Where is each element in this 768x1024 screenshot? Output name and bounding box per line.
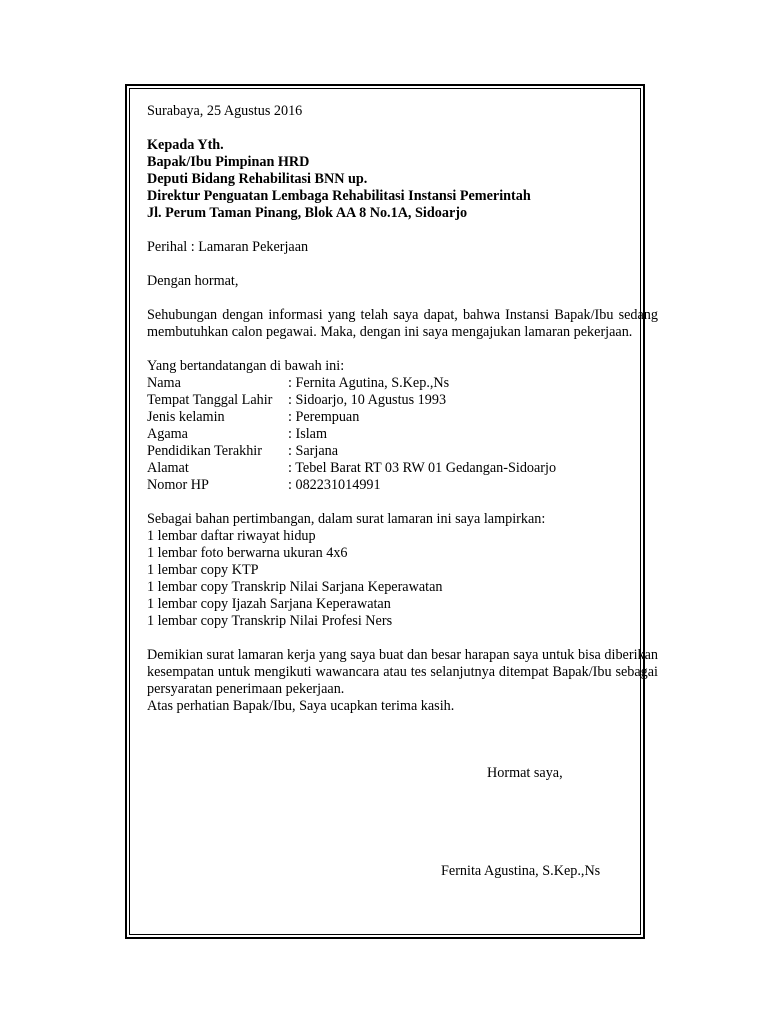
personal-data-value: : 082231014991 — [288, 477, 381, 493]
attachment-item: 1 lembar copy Ijazah Sarjana Keperawatan — [147, 596, 391, 612]
recipient-line: Kepada Yth. — [147, 137, 224, 153]
personal-data-value: : Islam — [288, 426, 328, 442]
recipient-line: Bapak/Ibu Pimpinan HRD — [147, 154, 310, 170]
personal-data-label: Nomor HP — [147, 477, 209, 493]
undersigned-intro: Yang bertandatangan di bawah ini: — [147, 358, 345, 374]
attachments-list — [147, 528, 659, 630]
recipient-line: Jl. Perum Taman Pinang, Blok AA 8 No.1A, Sidoarjo — [147, 205, 468, 221]
attachment-item: 1 lembar copy Transkrip Nilai Sarjana Keperawatan — [147, 579, 443, 595]
attachment-item: 1 lembar daftar riwayat hidup — [147, 528, 316, 544]
attachment-item: 1 lembar copy KTP — [147, 562, 259, 578]
personal-data-row — [147, 443, 659, 460]
personal-data-label: Jenis kelamin — [147, 409, 225, 425]
personal-data-value: : Fernita Agutina, S.Kep.,Ns — [288, 375, 450, 391]
personal-data-label: Alamat — [147, 460, 189, 476]
personal-data-row — [147, 375, 659, 392]
personal-data-row — [147, 477, 659, 494]
subject-line: Perihal : Lamaran Pekerjaan — [147, 239, 309, 255]
personal-data-label: Agama — [147, 426, 188, 442]
attachment-item: 1 lembar copy Transkrip Nilai Profesi Ners — [147, 613, 393, 629]
letter-body — [147, 103, 659, 715]
sign-off: Hormat saya, — [487, 765, 563, 781]
personal-data-row — [147, 460, 659, 477]
personal-data-row — [147, 426, 659, 443]
recipient-line: Direktur Penguatan Lembaga Rehabilitasi Instansi Pemerintah — [147, 188, 531, 204]
personal-data-label: Tempat Tanggal Lahir — [147, 392, 273, 408]
personal-data-row — [147, 392, 659, 409]
place-date: Surabaya, 25 Agustus 2016 — [147, 103, 303, 119]
signer-name: Fernita Agustina, S.Kep.,Ns — [441, 863, 601, 879]
personal-data-value: : Sidoarjo, 10 Agustus 1993 — [288, 392, 447, 408]
thanks-line: Atas perhatian Bapak/Ibu, Saya ucapkan terima kasih. — [147, 698, 455, 714]
personal-data-label: Pendidikan Terakhir — [147, 443, 262, 459]
recipient-line: Deputi Bidang Rehabilitasi BNN up. — [147, 171, 368, 187]
personal-data-value: : Sarjana — [288, 443, 339, 459]
attachment-item: 1 lembar foto berwarna ukuran 4x6 — [147, 545, 348, 561]
personal-data-table — [147, 375, 659, 494]
personal-data-row — [147, 409, 659, 426]
greeting: Dengan hormat, — [147, 273, 239, 289]
personal-data-value: : Perempuan — [288, 409, 360, 425]
intro-paragraph: Sehubungan dengan informasi yang telah saya dapat, bahwa Instansi Bapak/Ibu sedang membutuhkan calon pegawai. Maka, dengan ini saya mengajukan lamaran pekerjaan. — [147, 307, 658, 340]
attachments-intro: Sebagai bahan pertimbangan, dalam surat lamaran ini saya lampirkan: — [147, 511, 546, 527]
closing-paragraph: Demikian surat lamaran kerja yang saya buat dan besar harapan saya untuk bisa diberikan kesempatan untuk mengikuti wawancara atau tes selanjutnya ditempat Bapak/Ibu sebagai persyaratan penerimaan pekerjaan. — [147, 647, 658, 697]
personal-data-value: : Tebel Barat RT 03 RW 01 Gedangan-Sidoarjo — [288, 460, 557, 476]
personal-data-label: Nama — [147, 375, 181, 391]
recipient-block — [147, 137, 659, 222]
